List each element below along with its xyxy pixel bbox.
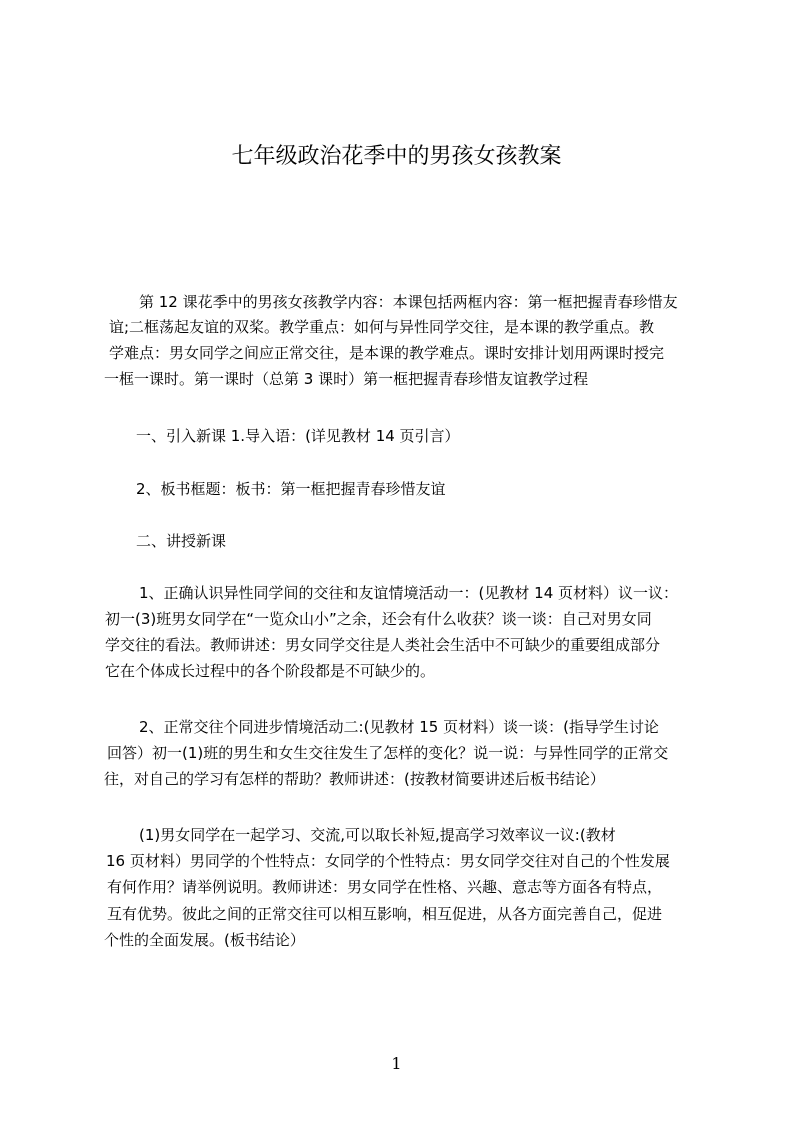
paragraph-line: 2、正常交往个同进步情境活动二:(见教材 15 页材料）谈一谈：(指导学生讨论 (139, 718, 659, 736)
paragraph-line: 谊;二框荡起友谊的双桨。教学重点：如何与异性同学交往，是本课的教学重点。教 (109, 318, 655, 336)
paragraph-line: 一框一课时。第一课时（总第 3 课时）第一框把握青春珍惜友谊教学过程 (104, 370, 589, 388)
paragraph-line: 个性的全面发展。(板书结论） (104, 931, 305, 949)
section-heading: 一、引入新课 1.导入语：(详见教材 14 页引言） (136, 427, 460, 445)
document-title: 七年级政治花季中的男孩女孩教案 (231, 144, 562, 169)
paragraph-line: (1)男女同学在一起学习、交流,可以取长补短,提高学习效率议一议:(教材 (139, 826, 616, 844)
paragraph-line: 16 页材料）男同学的个性特点：女同学的个性特点：男女同学交往对自己的个性发展 (106, 852, 670, 870)
paragraph-line: 初一(3)班男女同学在“一览众山小”之余，还会有什么收获？谈一谈：自己对男女同 (105, 610, 652, 628)
paragraph-line: 1、正确认识异性同学间的交往和友谊情境活动一：(见教材 14 页材料）议一议： (139, 584, 679, 602)
section-heading: 二、讲授新课 (136, 532, 227, 550)
section-heading: 2、板书框题：板书：第一框把握青春珍惜友谊 (136, 480, 446, 498)
page-number: 1 (391, 1054, 402, 1073)
paragraph-line: 互有优势。彼此之间的正常交往可以相互影响，相互促进，从各方面完善自己，促进 (107, 905, 663, 923)
paragraph-line: 往，对自己的学习有怎样的帮助？教师讲述：(按教材简要讲述后板书结论） (104, 770, 605, 788)
paragraph-line: 学交往的看法。教师讲述：男女同学交往是人类社会生活中不可缺少的重要组成部分 (105, 636, 661, 654)
paragraph-line: 有何作用？请举例说明。教师讲述：男女同学在性格、兴趣、意志等方面各有特点， (107, 878, 663, 896)
paragraph-line: 第 12 课花季中的男孩女孩教学内容：本课包括两框内容：第一框把握青春珍惜友 (139, 293, 678, 311)
paragraph-line: 回答）初一(1)班的男生和女生交往发生了怎样的变化？说一说：与异性同学的正常交 (107, 744, 669, 762)
paragraph-line: 它在个体成长过程中的各个阶段都是不可缺少的。 (105, 662, 436, 680)
paragraph-line: 学难点：男女同学之间应正常交往，是本课的教学难点。课时安排计划用两课时授完 (109, 344, 665, 362)
